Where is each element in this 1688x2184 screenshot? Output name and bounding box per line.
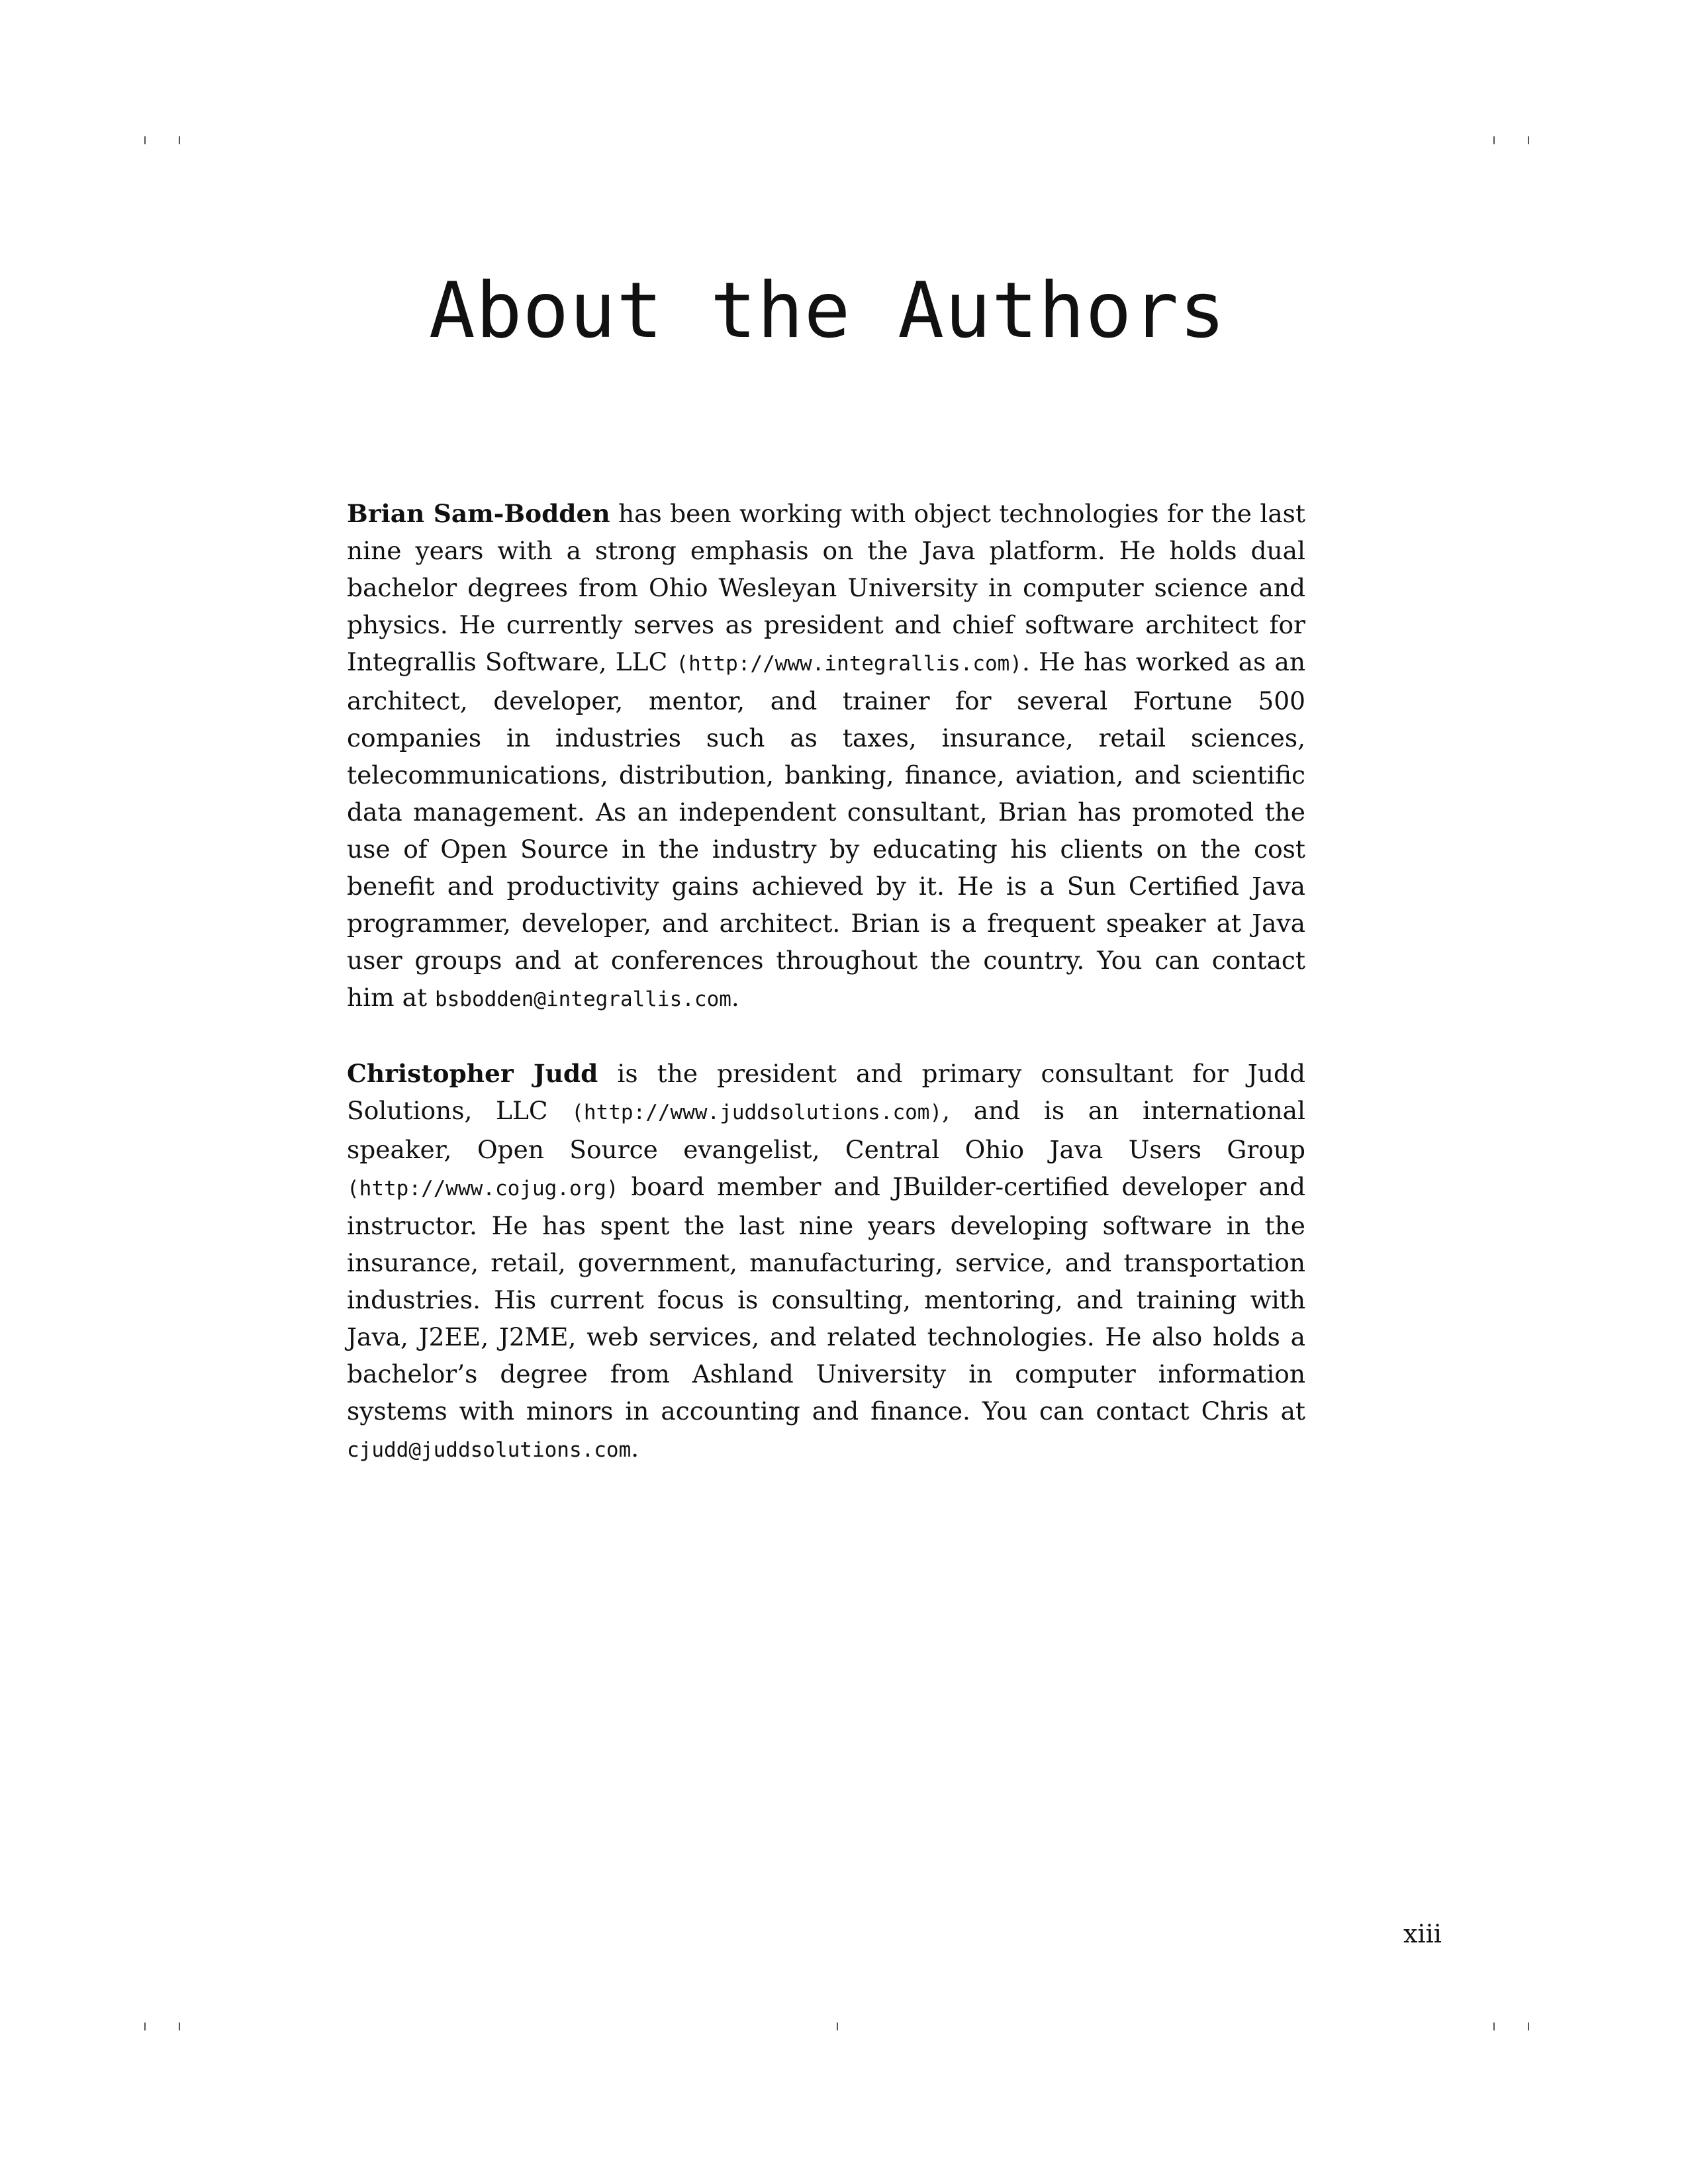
bio-text: . (731, 983, 739, 1012)
crop-mark (1528, 136, 1529, 144)
bio-text: , and is an international speaker, Open Source evangelist, Central Ohio Java Users Group (347, 1096, 1305, 1164)
email-address: bsbodden@integrallis.com (434, 987, 731, 1011)
email-address: cjudd@juddsolutions.com (347, 1438, 632, 1462)
website-url: (http://www.juddsolutions.com) (571, 1101, 943, 1124)
author-bios (347, 495, 1305, 1506)
bio-text: has been working with object technologies for the last nine years with a strong emphasis on the Java platform. He holds dual bachelor degrees from Ohio Wesleyan University in computer science and physics. He currently serves as president and chief software architect for Integrallis Software, LLC (347, 499, 1305, 676)
bio-text: . He has worked as an architect, developer, mentor, and trainer for several Fortune 500 companies in industries such as taxes, insurance, retail sciences, telecommunications, distribution, banking, finance, aviation, and scientific data management. As an independent consultant, Brian has promoted the use of Open Source in the industry by educating his clients on the cost benefit and productivity gains achieved by it. He is a Sun Certified Java programmer, developer, and architect. Brian is a frequent speaker at Java user groups and at conferences throughout the country. You can contact him at (347, 647, 1305, 1012)
bio-brian-sam-bodden (347, 495, 1305, 1018)
website-url: (http://www.cojug.org) (347, 1177, 619, 1201)
bio-christopher-judd (347, 1055, 1305, 1469)
page-title: About the Authors (428, 266, 1227, 355)
crop-mark (179, 136, 180, 144)
crop-mark (144, 2023, 146, 2030)
crop-mark (179, 2023, 180, 2030)
crop-mark (1528, 2023, 1529, 2030)
bio-text: . (631, 1433, 639, 1463)
author-name: Brian Sam-Bodden (347, 499, 610, 528)
crop-mark (1493, 2023, 1495, 2030)
bio-text: is the president and primary consultant for Judd Solutions, LLC (347, 1059, 1305, 1125)
page-number: xiii (1403, 1919, 1442, 1948)
crop-mark (144, 136, 146, 144)
crop-mark (1493, 136, 1495, 144)
website-url: (http://www.integrallis.com) (676, 652, 1023, 676)
bio-text: board member and JBuilder-certified developer and instructor. He has spent the last nine years developing software in the insurance, retail, government, manufacturing, service, and transportation industries. His current focus is consulting, mentoring, and training with Java, J2EE, J2ME, web services, and related technologies. He also holds a bachelor’s degree from Ashland University in computer information systems with minors in accounting and finance. You can contact Chris at (347, 1172, 1305, 1426)
crop-mark (837, 2023, 838, 2030)
author-name: Christopher Judd (347, 1059, 598, 1088)
